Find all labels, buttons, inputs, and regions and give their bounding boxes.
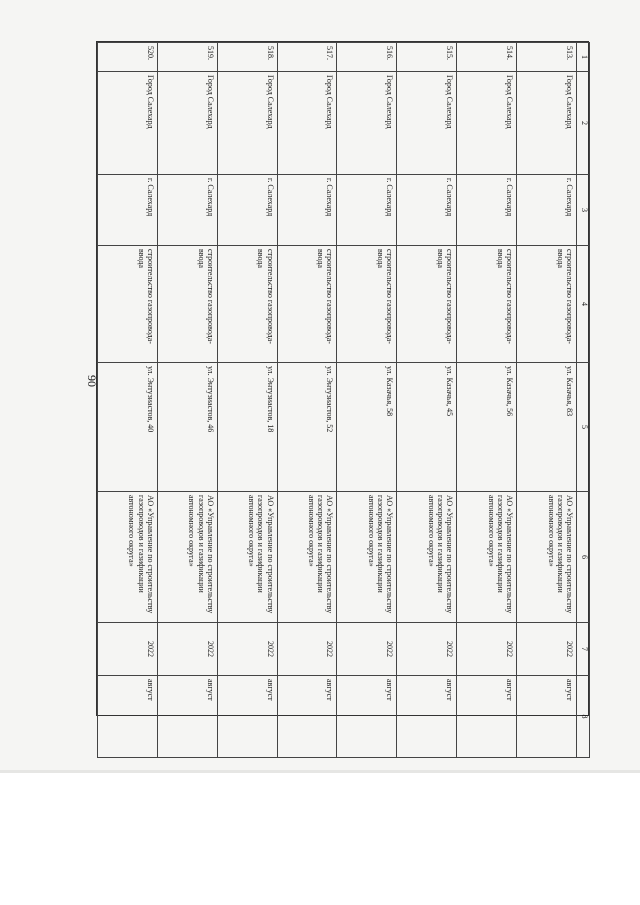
settlement-cell: г. Салехард: [397, 175, 457, 246]
contractor-cell: АО «Управление по строительству газопроводов и газификации автономного округа»: [337, 492, 397, 623]
year-cell: 2022: [98, 623, 158, 676]
column-header: 5: [577, 363, 590, 492]
work-type-cell: строительство газопровода-ввода: [337, 246, 397, 363]
municipality-cell: Город Салехард: [98, 72, 158, 175]
contractor-cell: АО «Управление по строительству газопроводов и газификации автономного округа»: [517, 492, 577, 623]
year-cell: 2022: [517, 623, 577, 676]
column-header: 4: [577, 246, 590, 363]
contractor-cell: АО «Управление по строительству газопроводов и газификации автономного округа»: [98, 492, 158, 623]
work-type-cell: строительство газопровода-ввода: [277, 246, 337, 363]
table-header-row: [577, 43, 590, 758]
data-table: [97, 42, 590, 758]
row-number-cell: 517.: [277, 43, 337, 72]
address-cell: ул. Энтузиастов, 52: [277, 363, 337, 492]
year-cell: 2022: [157, 623, 217, 676]
work-type-cell: строительство газопровода-ввода: [157, 246, 217, 363]
settlement-cell: г. Салехард: [98, 175, 158, 246]
row-number-cell: 516.: [337, 43, 397, 72]
year-cell: 2022: [217, 623, 277, 676]
work-type-cell: строительство газопровода-ввода: [457, 246, 517, 363]
settlement-cell: г. Салехард: [337, 175, 397, 246]
address-cell: ул. Казачья, 83: [517, 363, 577, 492]
address-cell: ул. Энтузиастов, 40: [98, 363, 158, 492]
municipality-cell: Город Салехард: [277, 72, 337, 175]
settlement-cell: г. Салехард: [217, 175, 277, 246]
table-row: [397, 43, 457, 758]
column-header: 6: [577, 492, 590, 623]
address-cell: ул. Казачья, 45: [397, 363, 457, 492]
contractor-cell: АО «Управление по строительству газопроводов и газификации автономного округа»: [217, 492, 277, 623]
year-cell: 2022: [397, 623, 457, 676]
contractor-cell: АО «Управление по строительству газопроводов и газификации автономного округа»: [157, 492, 217, 623]
rotated-table-container: [97, 42, 590, 717]
year-cell: 2022: [337, 623, 397, 676]
municipality-cell: Город Салехард: [457, 72, 517, 175]
row-number-cell: 518.: [217, 43, 277, 72]
address-cell: ул. Энтузиастов, 46: [157, 363, 217, 492]
address-cell: ул. Казачья, 56: [457, 363, 517, 492]
column-header: 1: [577, 43, 590, 72]
month-cell: август: [98, 676, 158, 758]
table-row: [457, 43, 517, 758]
month-cell: август: [217, 676, 277, 758]
month-cell: август: [517, 676, 577, 758]
work-type-cell: строительство газопровода-ввода: [217, 246, 277, 363]
page-number: 90: [85, 375, 99, 387]
table-row: [157, 43, 217, 758]
municipality-cell: Город Салехард: [217, 72, 277, 175]
contractor-cell: АО «Управление по строительству газопроводов и газификации автономного округа»: [397, 492, 457, 623]
column-header: 2: [577, 72, 590, 175]
municipality-cell: Город Салехард: [337, 72, 397, 175]
page-edge-shadow: [0, 770, 640, 773]
contractor-cell: АО «Управление по строительству газопроводов и газификации автономного округа»: [277, 492, 337, 623]
table-row: [98, 43, 158, 758]
settlement-cell: г. Салехард: [517, 175, 577, 246]
municipality-cell: Город Салехард: [157, 72, 217, 175]
settlement-cell: г. Салехард: [157, 175, 217, 246]
row-number-cell: 519.: [157, 43, 217, 72]
table-row: [277, 43, 337, 758]
address-cell: ул. Казачья, 58: [337, 363, 397, 492]
month-cell: август: [397, 676, 457, 758]
year-cell: 2022: [457, 623, 517, 676]
month-cell: август: [457, 676, 517, 758]
column-header: 8: [577, 676, 590, 758]
municipality-cell: Город Салехард: [517, 72, 577, 175]
address-cell: ул. Энтузиастов, 18: [217, 363, 277, 492]
settlement-cell: г. Салехард: [457, 175, 517, 246]
row-number-cell: 515.: [397, 43, 457, 72]
row-number-cell: 520.: [98, 43, 158, 72]
row-number-cell: 514.: [457, 43, 517, 72]
month-cell: август: [157, 676, 217, 758]
work-type-cell: строительство газопровода-ввода: [517, 246, 577, 363]
year-cell: 2022: [277, 623, 337, 676]
municipality-cell: Город Салехард: [397, 72, 457, 175]
work-type-cell: строительство газопровода-ввода: [98, 246, 158, 363]
column-header: 7: [577, 623, 590, 676]
month-cell: август: [277, 676, 337, 758]
column-header: 3: [577, 175, 590, 246]
row-number-cell: 513.: [517, 43, 577, 72]
month-cell: август: [337, 676, 397, 758]
contractor-cell: АО «Управление по строительству газопроводов и газификации автономного округа»: [457, 492, 517, 623]
settlement-cell: г. Салехард: [277, 175, 337, 246]
data-table-frame: [96, 41, 589, 719]
table-row: [337, 43, 397, 758]
work-type-cell: строительство газопровода-ввода: [397, 246, 457, 363]
table-body: [98, 43, 577, 758]
table-row: [217, 43, 277, 758]
table-row: [517, 43, 577, 758]
